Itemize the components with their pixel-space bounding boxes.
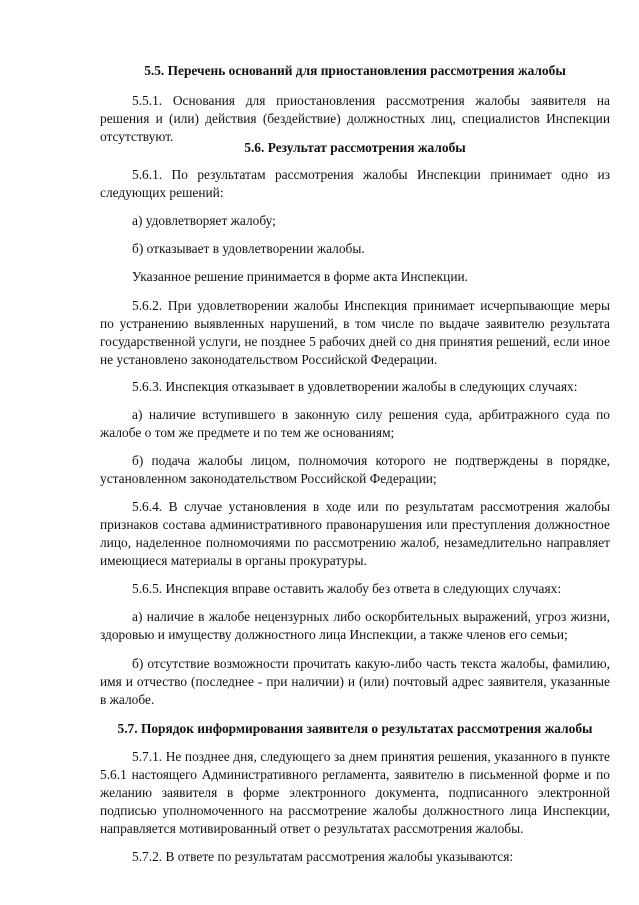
paragraph-5-6-1-note: Указанное решение принимается в форме акта Инспекции.: [132, 269, 468, 284]
paragraph-5-6-5: 5.6.5. Инспекция вправе оставить жалобу без ответа в следующих случаях:: [132, 581, 562, 596]
paragraph-5-6-2: 5.6.2. При удовлетворении жалобы Инспекция принимает исчерпывающие меры по устранению выявленных нарушений, в том числе по выдаче заявителю результата государственной услуги, не позднее 5 рабочих дней со дня принятия решений, если иное не установлено законодательством Российской Федерации.: [100, 298, 610, 367]
list-item-5-6-1-a: а) удовлетворяет жалобу;: [132, 213, 276, 228]
section-heading-5-6: 5.6. Результат рассмотрения жалобы: [244, 140, 466, 155]
list-item-5-6-5-a: а) наличие в жалобе нецензурных либо оскорбительных выражений, угроз жизни, здоровью и имуществу должностного лица Инспекции, а также членов его семьи;: [100, 609, 610, 642]
paragraph-5-6-4: 5.6.4. В случае установления в ходе или по результатам рассмотрения жалобы признаков состава административного правонарушения или преступления должностное лицо, наделенное полномочиями по рассмотрению жалоб, незамедлительно направляет имеющиеся материалы в органы прокуратуры.: [100, 499, 610, 568]
list-item-5-6-5-b: б) отсутствие возможности прочитать какую-либо часть текста жалобы, фамилию, имя и отчество (последнее - при наличии) и (или) почтовый адрес заявителя, указанные в жалобе.: [100, 656, 610, 707]
paragraph-5-6-3: 5.6.3. Инспекция отказывает в удовлетворении жалобы в следующих случаях:: [132, 379, 578, 394]
paragraph-5-7-2: 5.7.2. В ответе по результатам рассмотрения жалобы указываются:: [132, 849, 514, 864]
list-item-5-6-1-b: б) отказывает в удовлетворении жалобы.: [132, 241, 365, 256]
paragraph-5-6-1: 5.6.1. По результатам рассмотрения жалобы Инспекции принимает одно из следующих решений:: [100, 167, 610, 200]
section-heading-5-7: 5.7. Порядок информирования заявителя о результатах рассмотрения жалобы: [117, 721, 593, 736]
section-heading-5-5: 5.5. Перечень оснований для приостановления рассмотрения жалобы: [144, 63, 566, 78]
list-item-5-6-3-b: б) подача жалобы лицом, полномочия которого не подтверждены в порядке, установленном законодательством Российской Федерации;: [100, 453, 610, 486]
paragraph-5-7-1: 5.7.1. Не позднее дня, следующего за днем принятия решения, указанного в пункте 5.6.1 настоящего Административного регламента, заявителю в письменной форме и по желанию заявителя в форме электронного документа, подписанного электронной подписью уполномоченного на рассмотрение жалобы должностного лица Инспекции, направляется мотивированный ответ о результатах рассмотрения жалобы.: [100, 749, 610, 836]
list-item-5-6-3-a: а) наличие вступившего в законную силу решения суда, арбитражного суда по жалобе о том же предмете и по тем же основаниям;: [100, 407, 610, 440]
paragraph-5-5-1: 5.5.1. Основания для приостановления рассмотрения жалобы заявителя на решения и (или) действия (бездействие) должностных лиц, специалистов Инспекции отсутствуют.: [100, 93, 610, 144]
